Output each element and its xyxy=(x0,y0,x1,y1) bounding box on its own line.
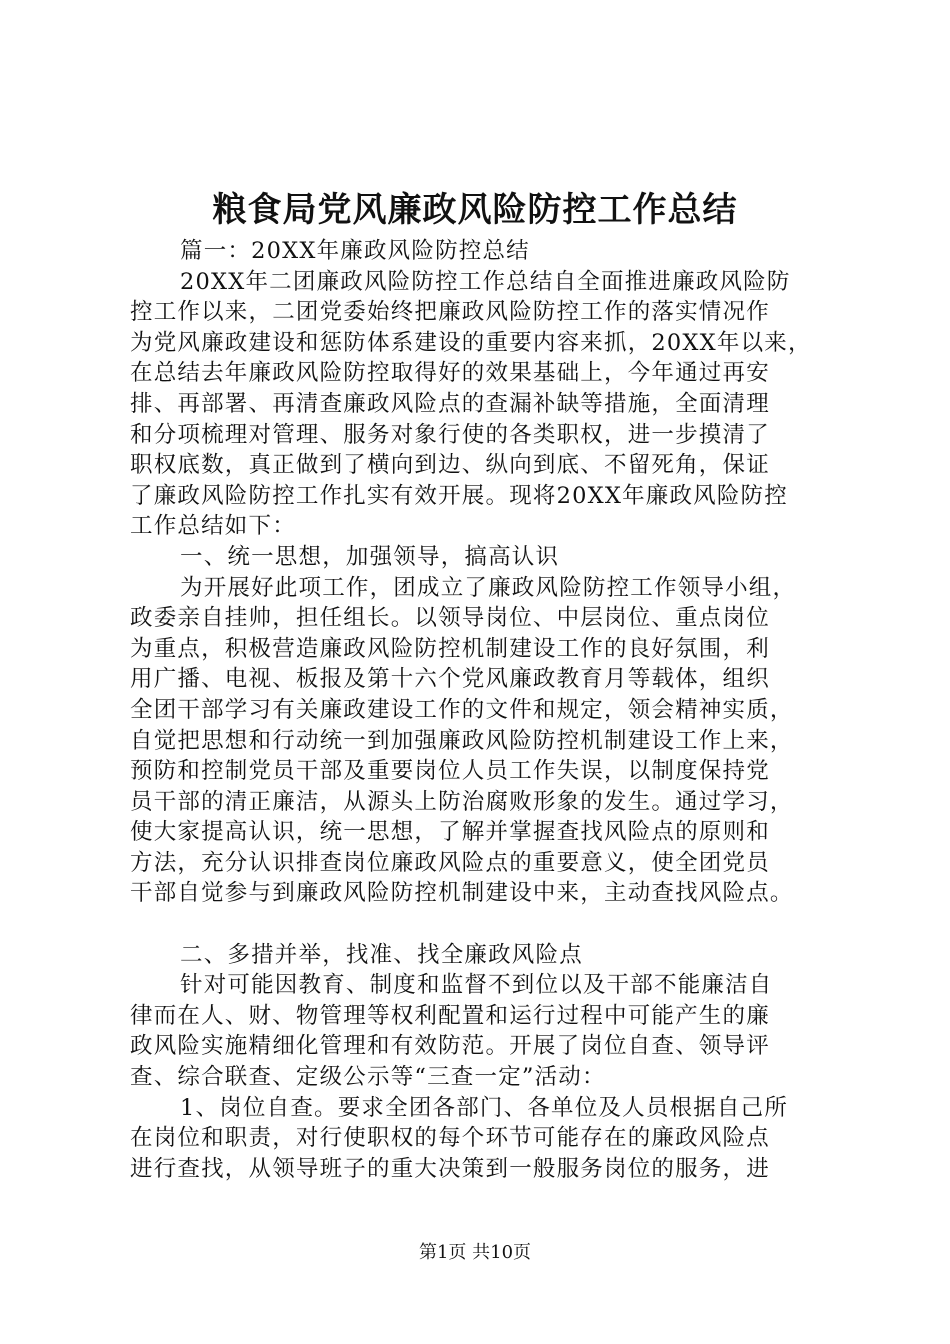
section-heading: 篇一：20XX年廉政风险防控总结 xyxy=(180,238,530,264)
blank-line xyxy=(130,909,850,940)
paragraph-line: 员干部的清正廉洁，从源头上防治腐败形象的发生。通过学习， xyxy=(130,788,794,815)
paragraph-line: 为重点，积极营造廉政风险防控机制建设工作的良好氛围，利 xyxy=(130,635,770,662)
paragraph-line: 20XX年二团廉政风险防控工作总结自全面推进廉政风险防 xyxy=(180,268,791,295)
document-body xyxy=(130,236,850,1184)
paragraph-line: 工作总结如下： xyxy=(130,513,296,540)
paragraph-line: 职权底数，真正做到了横向到边、纵向到底、不留死角，保证 xyxy=(130,452,770,479)
paragraph-line: 为党风廉政建设和惩防体系建设的重要内容来抓，20XX年以来， xyxy=(130,329,812,356)
paragraph-line: 在总结去年廉政风险防控取得好的效果基础上，今年通过再安 xyxy=(130,360,770,387)
paragraph-line: 在岗位和职责，对行使职权的每个环节可能存在的廉政风险点 xyxy=(130,1125,770,1152)
paragraph-line: 1、岗位自查。要求全团各部门、各单位及人员根据自己所 xyxy=(180,1094,789,1121)
paragraph-line: 了廉政风险防控工作扎实有效开展。现将20XX年廉政风险防控 xyxy=(130,482,788,509)
paragraph-line: 政风险实施精细化管理和有效防范。开展了岗位自查、领导评 xyxy=(130,1033,770,1060)
section-heading: 二、多措并举，找准、找全廉政风险点 xyxy=(180,941,583,968)
paragraph-line: 用广播、电视、板报及第十六个党风廉政教育月等载体，组织 xyxy=(130,666,770,693)
paragraph-line: 方法，充分认识排查岗位廉政风险点的重要意义，使全团党员 xyxy=(130,849,770,876)
paragraph-line: 律而在人、财、物管理等权利配置和运行过程中可能产生的廉 xyxy=(130,1002,770,1029)
paragraph-line: 和分项梳理对管理、服务对象行使的各类职权，进一步摸清了 xyxy=(130,421,770,448)
paragraph-line: 进行查找，从领导班子的重大决策到一般服务岗位的服务，进 xyxy=(130,1155,770,1182)
paragraph-line: 全团干部学习有关廉政建设工作的文件和规定，领会精神实质， xyxy=(130,696,794,723)
paragraph-line: 自觉把思想和行动统一到加强廉政风险防控机制建设工作上来， xyxy=(130,727,794,754)
paragraph-line: 政委亲自挂帅，担任组长。以领导岗位、中层岗位、重点岗位 xyxy=(130,605,770,632)
paragraph-line: 使大家提高认识，统一思想，了解并掌握查找风险点的原则和 xyxy=(130,819,770,846)
paragraph-line: 查、综合联查、定级公示等“三查一定”活动： xyxy=(130,1064,606,1091)
page-footer: 第1页 共10页 xyxy=(418,1242,532,1263)
paragraph-line: 干部自觉参与到廉政风险防控机制建设中来，主动查找风险点。 xyxy=(130,880,794,907)
paragraph-line: 预防和控制党员干部及重要岗位人员工作失误，以制度保持党 xyxy=(130,758,770,785)
paragraph-line: 控工作以来，二团党委始终把廉政风险防控工作的落实情况作 xyxy=(130,299,770,326)
paragraph-line: 针对可能因教育、制度和监督不到位以及干部不能廉洁自 xyxy=(180,972,773,999)
paragraph-line: 为开展好此项工作，团成立了廉政风险防控工作领导小组， xyxy=(180,574,797,601)
section-heading: 一、统一思想，加强领导，搞高认识 xyxy=(180,543,560,570)
paragraph-line: 排、再部署、再清查廉政风险点的查漏补缺等措施，全面清理 xyxy=(130,390,770,417)
document-title: 粮食局党风廉政风险防控工作总结 xyxy=(212,190,738,230)
